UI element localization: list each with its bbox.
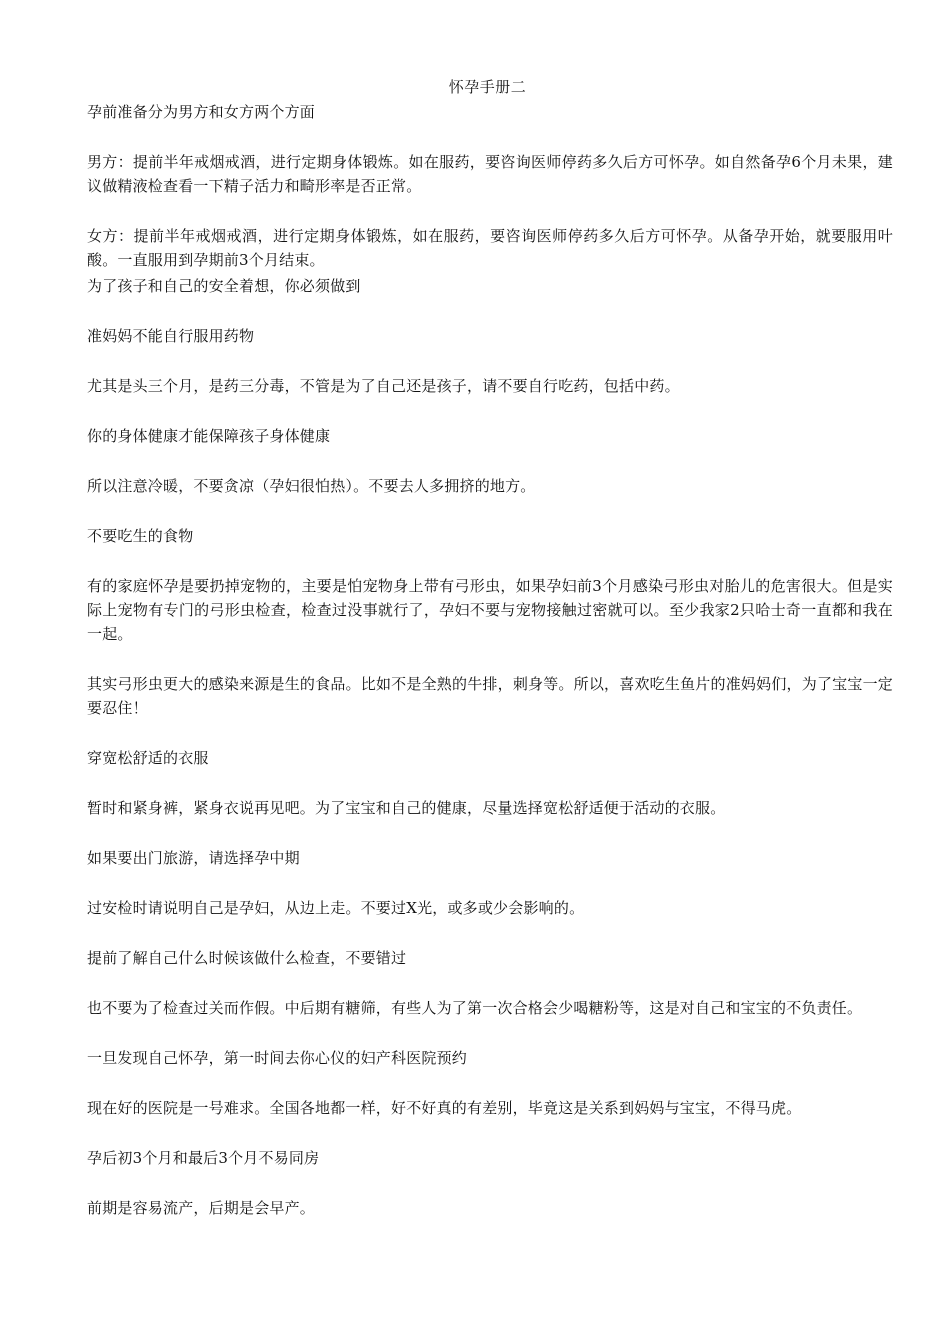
paragraph-intercourse: 前期是容易流产，后期是会早产。 bbox=[87, 1199, 316, 1217]
paragraph-health: 所以注意冷暖，不要贪凉（孕妇很怕热）。不要去人多拥挤的地方。 bbox=[87, 477, 536, 495]
paragraph-raw-food: 其实弓形虫更大的感染来源是生的食品。比如不是全熟的牛排，刺身等。所以，喜欢吃生鱼片的准妈妈们，为了宝宝一定要忍住！ bbox=[87, 675, 893, 717]
paragraph-pets: 有的家庭怀孕是要扔掉宠物的，主要是怕宠物身上带有弓形虫，如果孕妇前3个月感染弓形虫对胎儿的危害很大。但是实际上宠物有专门的弓形虫检查，检查过没事就行了，孕妇不要与宠物接触过密就可以。至少我家2只哈士奇一直都和我在一起。 bbox=[87, 577, 893, 643]
heading-intercourse: 孕后初3个月和最后3个月不易同房 bbox=[87, 1149, 320, 1167]
paragraph-safety-heading: 为了孩子和自己的安全着想，你必须做到 bbox=[87, 277, 361, 295]
document-body bbox=[87, 100, 893, 1220]
heading-loose-clothes: 穿宽松舒适的衣服 bbox=[87, 749, 209, 767]
heading-no-raw-food: 不要吃生的食物 bbox=[87, 527, 194, 545]
paragraph-male-prep: 男方：提前半年戒烟戒酒，进行定期身体锻炼。如在服药，要咨询医师停药多久后方可怀孕。如自然备孕6个月未果，建议做精液检查看一下精子活力和畸形率是否正常。 bbox=[87, 153, 893, 195]
paragraph-prep-intro: 孕前准备分为男方和女方两个方面 bbox=[87, 103, 316, 121]
paragraph-travel: 过安检时请说明自己是孕妇，从边上走。不要过X光，或多或少会影响的。 bbox=[87, 899, 585, 917]
heading-health: 你的身体健康才能保障孩子身体健康 bbox=[87, 427, 331, 445]
heading-hospital: 一旦发现自己怀孕，第一时间去你心仪的妇产科医院预约 bbox=[87, 1049, 468, 1067]
heading-no-self-medication: 准妈妈不能自行服用药物 bbox=[87, 327, 255, 345]
heading-checkups: 提前了解自己什么时候该做什么检查，不要错过 bbox=[87, 949, 407, 967]
document-title: 怀孕手册二 bbox=[448, 78, 527, 96]
paragraph-loose-clothes: 暂时和紧身裤，紧身衣说再见吧。为了宝宝和自己的健康，尽量选择宽松舒适便于活动的衣服。 bbox=[87, 799, 726, 817]
paragraph-checkups: 也不要为了检查过关而作假。中后期有糖筛，有些人为了第一次合格会少喝糖粉等，这是对自己和宝宝的不负责任。 bbox=[87, 999, 863, 1017]
paragraph-no-self-medication: 尤其是头三个月，是药三分毒，不管是为了自己还是孩子，请不要自行吃药，包括中药。 bbox=[87, 377, 680, 395]
paragraph-female-prep: 女方：提前半年戒烟戒酒，进行定期身体锻炼，如在服药，要咨询医师停药多久后方可怀孕。从备孕开始，就要服用叶酸。一直服用到孕期前3个月结束。 bbox=[87, 227, 893, 269]
heading-travel: 如果要出门旅游，请选择孕中期 bbox=[87, 849, 300, 867]
paragraph-hospital: 现在好的医院是一号难求。全国各地都一样，好不好真的有差别，毕竟这是关系到妈妈与宝宝，不得马虎。 bbox=[87, 1099, 802, 1117]
